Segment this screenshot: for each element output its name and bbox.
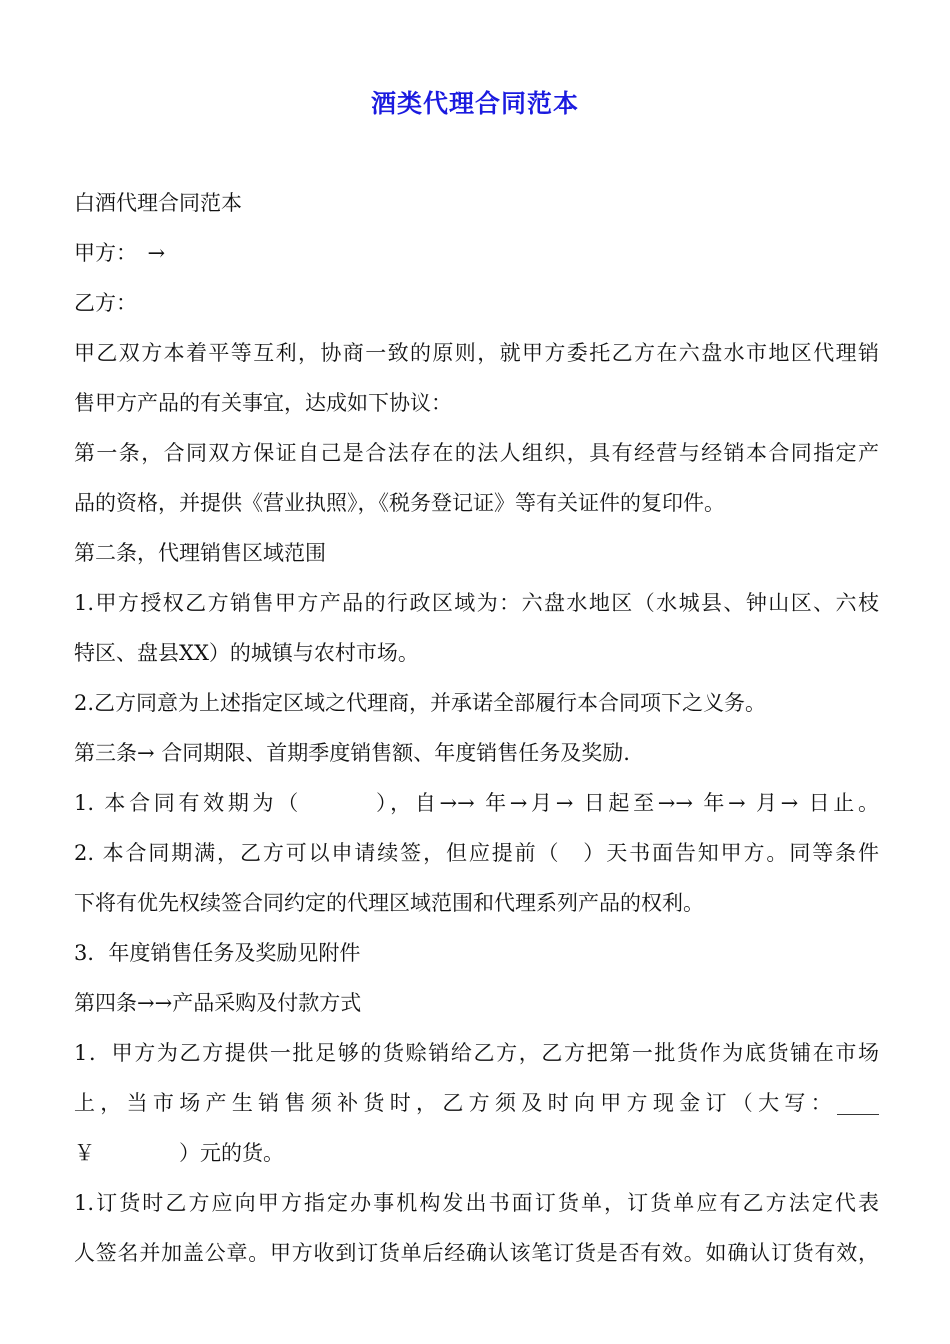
paragraph-line: 第一条，合同双方保证自己是合法存在的法人组织，具有经营与经销本合同指定产 xyxy=(74,441,879,465)
paragraph-line: ￥ ）元的货。 xyxy=(74,1141,284,1165)
party-a-line: 甲方： → xyxy=(74,241,166,265)
paragraph-line: 售甲方产品的有关事宜，达成如下协议： xyxy=(74,391,452,415)
document-title: 酒类代理合同范本 xyxy=(370,89,579,118)
paragraph-line: 品的资格，并提供《营业执照》，《税务登记证》等有关证件的复印件。 xyxy=(74,491,725,515)
section-heading: 第二条，代理销售区域范围 xyxy=(74,541,326,565)
party-b-line: 乙方： xyxy=(74,291,137,315)
paragraph-line: 3．年度销售任务及奖励见附件 xyxy=(74,941,361,965)
paragraph-line: 1.订货时乙方应向甲方指定办事机构发出书面订货单，订货单应有乙方法定代表 xyxy=(74,1191,879,1215)
paragraph-line: 1．甲方为乙方提供一批足够的货赊销给乙方，乙方把第一批货作为底货铺在市场 xyxy=(74,1041,879,1065)
paragraph-line: 1.甲方授权乙方销售甲方产品的行政区域为：六盘水地区（水城县、钟山区、六枝 xyxy=(74,591,879,615)
paragraph-line: 下将有优先权续签合同约定的代理区域范围和代理系列产品的权利。 xyxy=(74,891,704,915)
paragraph-line: 甲乙双方本着平等互利，协商一致的原则，就甲方委托乙方在六盘水市地区代理销 xyxy=(74,341,879,365)
paragraph-line: 1. 本合同有效期为（ ），自→→ 年→月→ 日起至→→ 年→ 月→ 日止。 xyxy=(74,791,879,815)
paragraph-line: 上，当市场产生销售须补货时，乙方须及时向甲方现金订（大写：____ xyxy=(74,1091,879,1115)
paragraph-line: 2.乙方同意为上述指定区域之代理商，并承诺全部履行本合同项下之义务。 xyxy=(74,691,767,715)
paragraph-line: 2. 本合同期满，乙方可以申请续签，但应提前（ ）天书面告知甲方。同等条件 xyxy=(74,841,879,865)
paragraph-line: 特区、盘县XX）的城镇与农村市场。 xyxy=(74,641,419,665)
section-heading: 第四条→→产品采购及付款方式 xyxy=(74,991,362,1015)
paragraph-line: 人签名并加盖公章。甲方收到订货单后经确认该笔订货是否有效。如确认订货有效， xyxy=(74,1241,879,1265)
section-heading: 第三条→ 合同期限、首期季度销售额、年度销售任务及奖励. xyxy=(74,741,630,765)
subtitle-line: 白酒代理合同范本 xyxy=(74,191,242,215)
